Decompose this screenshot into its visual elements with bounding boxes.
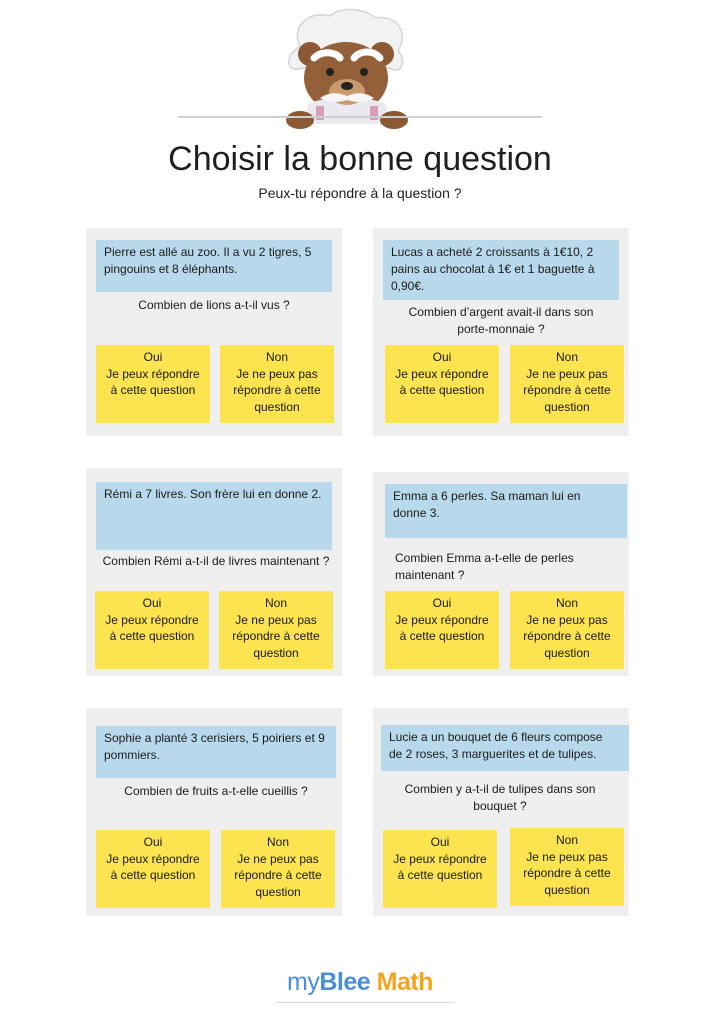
answer-label: répondre à cette [233, 383, 321, 397]
statement-line: Lucie a un bouquet de 6 fleurs compose [389, 730, 603, 744]
shelf-divider [178, 116, 542, 118]
answer-label: à cette question [397, 868, 483, 882]
question-text [383, 304, 619, 338]
answer-label: répondre à cette [232, 629, 320, 643]
question-line: maintenant ? [395, 568, 465, 582]
statement-line: Pierre est allé au zoo. Il a vu 2 tigres, 5 [104, 245, 312, 259]
question-text [381, 781, 619, 815]
exercise-card [373, 228, 629, 436]
answer-label: Je peux répondre [105, 612, 199, 627]
answer-no-button[interactable] [219, 591, 333, 669]
answer-label: Non [265, 350, 288, 364]
statement-box [385, 484, 627, 538]
question-line: bouquet ? [473, 799, 527, 813]
footer-divider [276, 1002, 454, 1003]
answer-label: répondre à cette [523, 866, 611, 880]
question-line: Combien Rémi a-t-il de livres maintenant ? [102, 554, 330, 568]
answer-no-button[interactable] [221, 830, 335, 908]
answer-label: Je peux répondre [395, 366, 489, 381]
statement-line: Lucas a acheté 2 croissants à 1€10, 2 [391, 245, 594, 259]
brand-blee: Blee [319, 968, 371, 996]
statement-line: pommiers. [104, 748, 161, 762]
answer-label: Je ne peux pas [526, 612, 608, 627]
page-title: Choisir la bonne question [168, 140, 552, 178]
answer-label: Je peux répondre [106, 851, 200, 866]
statement-line: Sophie a planté 3 cerisiers, 5 poiriers et 9 [104, 731, 325, 745]
answer-label: question [253, 645, 299, 660]
statement-line: donne 3. [393, 506, 440, 520]
brand-logo [0, 968, 720, 997]
answer-yes-button[interactable] [383, 830, 497, 908]
answer-yes-button[interactable] [385, 345, 499, 423]
statement-box [96, 726, 336, 778]
answer-no-button[interactable] [510, 345, 624, 423]
exercise-card [86, 228, 342, 436]
answer-yes-button[interactable] [96, 830, 210, 908]
answer-label: à cette question [110, 868, 196, 882]
exercise-card [86, 708, 342, 916]
answer-label: répondre à cette [523, 383, 611, 397]
statement-line: de 2 roses, 3 marguerites et de tulipes. [389, 747, 597, 761]
question-text [96, 297, 332, 314]
answer-yes-button[interactable] [385, 591, 499, 669]
answer-no-button[interactable] [510, 828, 624, 906]
question-text [96, 553, 336, 570]
answer-label: Je ne peux pas [236, 366, 318, 381]
answer-label: répondre à cette [234, 868, 322, 882]
answer-label: à cette question [399, 629, 485, 643]
answer-label: Non [264, 596, 287, 610]
exercise-card [373, 472, 629, 676]
question-text [395, 550, 621, 584]
answer-yes-button[interactable] [96, 345, 210, 423]
answer-label: Oui [142, 596, 162, 610]
answer-label: question [544, 399, 590, 414]
statement-line: 0,90€. [391, 279, 425, 293]
brand-my: my [287, 968, 320, 996]
statement-box [96, 482, 332, 550]
statement-line: pains au chocolat à 1€ et 1 baguette à [391, 262, 595, 276]
question-line: Combien de fruits a-t-elle cueillis ? [124, 784, 308, 798]
bear-mascot-icon [270, 6, 420, 130]
answer-label: Oui [430, 835, 450, 849]
answer-label: Je ne peux pas [526, 849, 608, 864]
answer-label: Non [555, 596, 578, 610]
answer-label: répondre à cette [523, 629, 611, 643]
question-text [96, 783, 336, 800]
question-line: Combien Emma a-t-elle de perles [395, 551, 574, 565]
answer-label: Je peux répondre [393, 851, 487, 866]
answer-label: Je ne peux pas [237, 851, 319, 866]
question-line: Combien d’argent avait-il dans son [408, 305, 594, 319]
answer-label: question [254, 399, 300, 414]
answer-label: Je ne peux pas [526, 366, 608, 381]
statement-box [383, 240, 619, 300]
answer-label: Oui [432, 350, 452, 364]
exercise-card [86, 468, 342, 676]
question-line: Combien de lions a-t-il vus ? [138, 298, 290, 312]
answer-label: Non [266, 835, 289, 849]
answer-label: Je ne peux pas [235, 612, 317, 627]
answer-yes-button[interactable] [95, 591, 209, 669]
question-line: Combien y a-t-il de tulipes dans son [404, 782, 596, 796]
answer-label: question [544, 882, 590, 897]
statement-line: pingouins et 8 éléphants. [104, 262, 238, 276]
answer-no-button[interactable] [220, 345, 334, 423]
answer-label: Oui [432, 596, 452, 610]
statement-box [96, 240, 332, 292]
answer-label: Je peux répondre [106, 366, 200, 381]
statement-line: Emma a 6 perles. Sa maman lui en [393, 489, 581, 503]
answer-no-button[interactable] [510, 591, 624, 669]
statement-box [381, 725, 629, 771]
answer-label: à cette question [399, 383, 485, 397]
answer-label: à cette question [110, 383, 196, 397]
exercise-card [373, 708, 629, 916]
answer-label: Non [555, 350, 578, 364]
answer-label: Je peux répondre [395, 612, 489, 627]
answer-label: Oui [143, 350, 163, 364]
answer-label: Oui [143, 835, 163, 849]
question-line: porte-monnaie ? [457, 322, 545, 336]
page-subtitle: Peux-tu répondre à la question ? [258, 185, 462, 201]
answer-label: question [544, 645, 590, 660]
answer-label: question [255, 884, 301, 899]
statement-line: Rémi a 7 livres. Son frère lui en donne 2. [104, 487, 322, 501]
brand-math: Math [376, 968, 433, 996]
answer-label: Non [555, 833, 578, 847]
answer-label: à cette question [109, 629, 195, 643]
